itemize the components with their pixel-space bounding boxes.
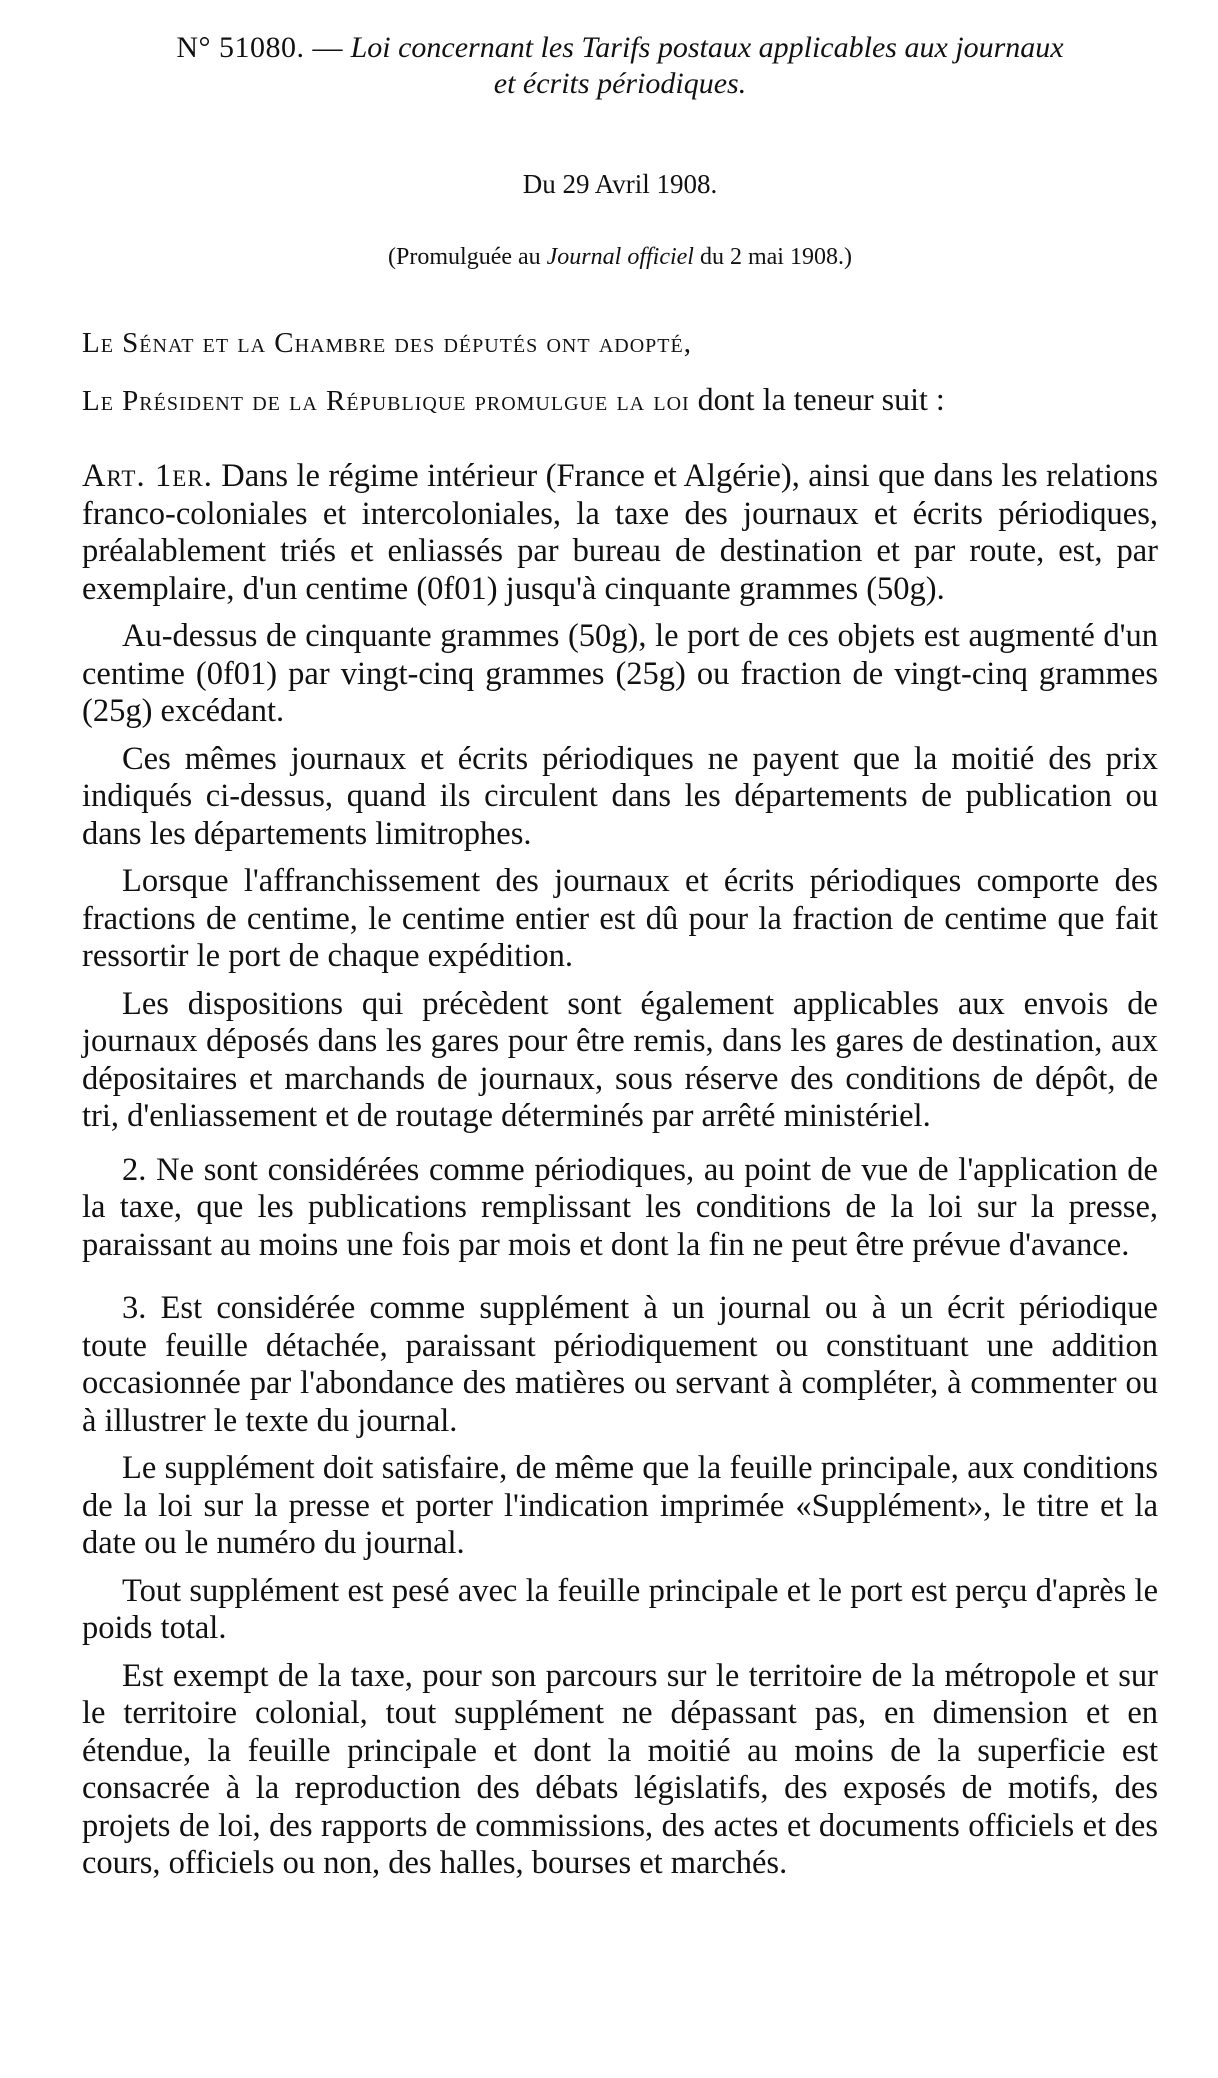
article-3-paragraph-3: Tout supplément est pesé avec la feuille principale et le port est perçu d'après le poids total. [82, 1572, 1158, 1646]
article-1-paragraph-2: Au-dessus de cinquante grammes (50g), le port de ces objets est augmenté d'un centime (0f01) par vingt-cinq grammes (25g) ou fraction de vingt-cinq grammes (25g) excédant. [82, 618, 1158, 729]
enacting-president-sc: Le Président de la République promulgue la loi [82, 385, 690, 417]
journal-name: Journal officiel [546, 244, 694, 270]
article-2-paragraph: 2. Ne sont considérées comme périodiques, au point de vue de l'application de la taxe, que les publications remplissant les conditions de la loi sur la presse, paraissant au moins une fois par mois et dont la fin ne peut être prévue d'avance. [82, 1151, 1158, 1263]
article-1-paragraph-3: Ces mêmes journaux et écrits périodiques ne payent que la moitié des prix indiqués ci-dessus, quand ils circulent dans les départements de publication ou dans les départements limitrophes. [82, 740, 1158, 852]
article-1-paragraph-5: Les dispositions qui précèdent sont également applicables aux envois de journaux déposés dans les gares pour être remis, dans les gares de destination, aux dépositaires et marchands de journaux, sous réserve des conditions de dépôt, de tri, d'enliassement et de routage déterminés par arrêté ministériel. [82, 985, 1158, 1134]
law-date: Du 29 Avril 1908. [522, 169, 718, 199]
article-1-text: Dans le régime intérieur (France et Algérie), ainsi que dans les relations franco-coloniales et intercoloniales, la taxe des journaux et écrits périodiques, préalablement triés et enliassés par bureau de destination et par route, est, par exemplaire, d'un centime (0f01) jusqu'à cinquante grammes (50g). [82, 458, 1159, 607]
law-title-line-1 [82, 30, 1158, 66]
article-3-paragraph-4: Est exempt de la taxe, pour son parcours sur le territoire de la métropole et sur le territoire colonial, tout supplément ne dépassant pas, en dimension et en étendue, la feuille principale et dont la moitié au moins de la superficie est consacrée à la reproduction des débats législatifs, des exposés de motifs, des projets de loi, des rapports de commissions, des actes et documents officiels et des cours, officiels ou non, des halles, bourses et marchés. [82, 1657, 1158, 1881]
promulgation-prefix: (Promulguée au [388, 244, 547, 270]
enacting-president-rest: dont la teneur suit : [689, 381, 945, 417]
article-3-paragraph-2: Le supplément doit satisfaire, de même que la feuille principale, aux conditions de la loi sur la presse et porter l'indication imprimée «Supplément», le titre et la date ou le numéro du journal. [82, 1450, 1158, 1561]
document-page [82, 30, 1158, 1883]
enacting-clause-president [82, 380, 1158, 420]
law-title-line-2: et écrits périodiques. [493, 67, 747, 100]
law-number: N° 51080. — [176, 31, 344, 64]
enacting-clause-senate: Le Sénat et la Chambre des députés ont adopté, [82, 327, 692, 359]
promulgation-suffix: du 2 mai 1908.) [693, 244, 852, 270]
article-1-paragraph-4: Lorsque l'affranchissement des journaux et écrits périodiques comporte des fractions de centime, le centime entier est dû pour la fraction de centime que fait ressortir le port de chaque expédition. [82, 863, 1158, 974]
promulgation-note [82, 242, 1158, 272]
article-1-paragraph-1 [82, 458, 1158, 608]
law-title: Loi concernant les Tarifs postaux applicables aux journaux [350, 31, 1064, 64]
article-3-paragraph-1: 3. Est considérée comme supplément à un journal ou à un écrit périodique toute feuille détachée, paraissant périodiquement ou constituant une addition occasionnée par l'abondance des matières ou servant à compléter, à commenter ou à illustrer le texte du journal. [82, 1290, 1158, 1439]
article-1-label: Art. 1er. [82, 458, 213, 494]
